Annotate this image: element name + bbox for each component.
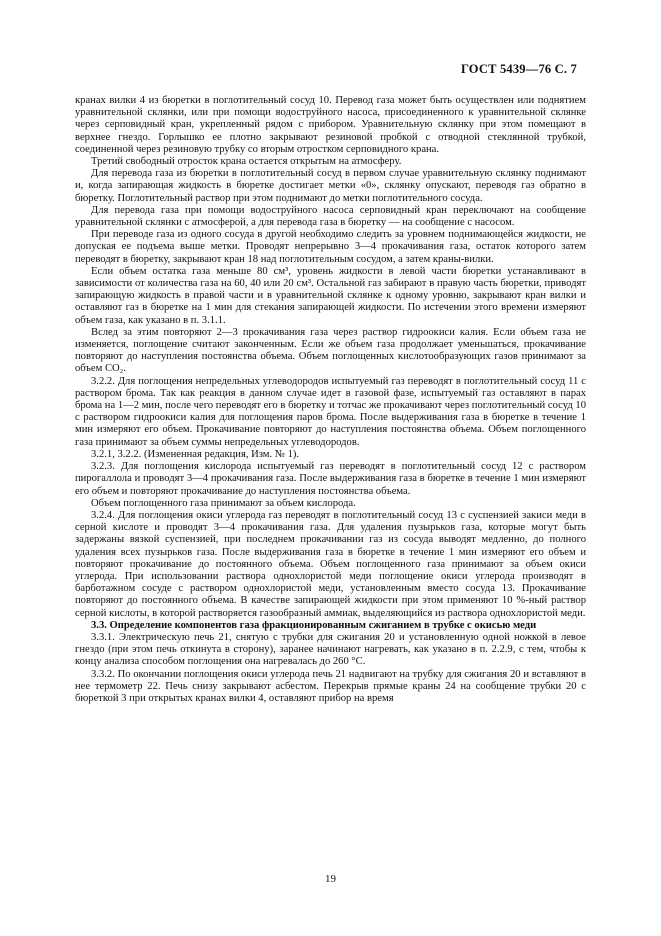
paragraph: Объем поглощенного газа принимают за объем кислорода. [91, 497, 356, 509]
paragraph: При переводе газа из одного сосуда в другой необходимо следить за уровнем поднимающейся жидкости, не допуская ее подъема выше метки. Проводят непрерывно 3—4 прокачивания газа, остаток которого затем переводят в бюретку, закрывают кран 18 над поглотительным сосудом, а затем краны-вилки. [75, 229, 586, 265]
section-3-2-2: 3.2.2. Для поглощения непредельных углеводородов испытуемый газ переводят в поглотительный сосуд 11 с раствором брома. Так как реакция в данном случае идет в газовой фазе, испытуемый газ оставляют в парах брома на 1—2 мин, после чего переводят его в бюретку и тотчас же прокачивают через поглотительный сосуд 10 с раствором гидроокиси калия для поглощения паров брома. После выдерживания газа в бюретке в течение 1 мин измеряют его объем. Прокачивание повторяют до наступления постоянства объема. Объем поглощенного газа принимают за объем суммы непредельных углеводородов. [75, 375, 586, 448]
section-3-2-4: 3.2.4. Для поглощения окиси углерода газ переводят в поглотительный сосуд 13 с суспензией закиси меди в серной кислоте и проводят 3—4 прокачивания газа. Для удаления пузырьков газа, которые могут быть задержаны вязкой суспензией, при последнем прокачивании газ из сосуда выводят медленно, до полного удаления всех пузырьков газа. После выдерживания газа в бюретке в течение 1 мин измеряют его объем и повторяют прокачивание до постоянного объема. Объем поглощенного газа принимают за объем окиси углерода. При использовании раствора однохлористой меди поглощение окиси углерода производят в барботажном сосуде с раствором однохлористой меди, установленным вместо сосуда 13. Прокачивание повторяют до постоянного объема. В качестве запирающей жидкости при этом применяют 10 %-ный раствор серной кислоты, в которой растворяется газообразный аммиак, выделяющийся из раствора однохлористой меди. [75, 509, 586, 619]
page-header: ГОСТ 5439—76 С. 7 [460, 62, 577, 76]
section-3-3-heading: 3.3. Определение компонентов газа фракционированным сжиганием в трубке с окисью меди [91, 619, 537, 631]
paragraph: Для перевода газа при помощи водоструйного насоса серповидный кран переключают на сообщение уравнительной склянки с атмосферой, а для перевода газа в бюретку — на сообщение с насосом. [75, 204, 586, 229]
document-body [75, 95, 586, 705]
amendment-note: 3.2.1, 3.2.2. (Измененная редакция, Изм. № 1). [91, 448, 300, 460]
paragraph-continuation: кранах вилки 4 из бюретки в поглотительный сосуд 10. Перевод газа может быть осуществлен или поднятием уравнительной склянки, или при помощи водоструйного насоса, присоединенного к уравнительной склянке через серповидный кран, укрепленный рядом с прибором. Уравнительную склянку при этом помещают в верхнее гнездо. Горлышко ее плотно закрывают резиновой пробкой с отводной стеклянной трубкой, соединенной через резиновую трубку со вторым отростком серповидного крана. [75, 95, 586, 155]
section-3-3-1: 3.3.1. Электрическую печь 21, снятую с трубки для сжигания 20 и установленную одной ножкой в левое гнездо (при этом печь откинута в сторону), заранее начинают нагревать, как указано в п. 2.2.9, с тем, чтобы к концу анализа способом поглощения она нагревалась до 260 °С. [75, 631, 586, 668]
paragraph: Третий свободный отросток крана остается открытым на атмосферу. [91, 156, 402, 168]
section-3-3-2: 3.3.2. По окончании поглощения окиси углерода печь 21 надвигают на трубку для сжигания 20 и вставляют в нее термометр 22. Печь снизу закрывают асбестом. Перекрыв прямые краны 24 на сообщение трубки 20 с бюреткой 3 при открытых кранах вилки 4, оставляют прибор на время [75, 668, 586, 704]
page-number: 19 [325, 873, 336, 885]
section-3-2-3: 3.2.3. Для поглощения кислорода испытуемый газ переводят в поглотительный сосуд 12 с раствором пирогаллола и проводят 3—4 прокачивания газа. После выдерживания газа в бюретке в течение 1 мин измеряют его объем и повторяют прокачивание до наступления постоянства объема. [75, 461, 586, 497]
paragraph: Для перевода газа из бюретки в поглотительный сосуд в первом случае уравнительную склянку поднимают и, когда запирающая жидкость в бюретке достигает метки «0», склянку опускают, переводя газ обратно в бюретку. Поглотительный раствор при этом поднимают до метки поглотительного сосуда. [75, 168, 586, 204]
paragraph: Если объем остатка газа меньше 80 см³, уровень жидкости в левой части бюретки устанавливают в зависимости от количества газа на 60, 40 или 20 см³. Остальной газ забирают в правую часть бюретки, приводят запирающую жидкость в правой части и в уравнительной склянке к одному уровню, закрывают кран вилки и оставляют газ в бюретке на 1 мин для стекания запирающей жидкости. По истечении этого времени измеряют объем газа, как указано в п. 3.1.1. [75, 265, 586, 326]
paragraph: Вслед за этим повторяют 2—3 прокачивания газа через раствор гидроокиси калия. Если объем газа не изменяется, поглощение считают законченным. Если же объем газа продолжает уменьшаться, прокачивание повторяют до наступления постоянства объема. Объем поглощенных кислотообразующих газов принимают за объем CO₂. [75, 326, 586, 375]
